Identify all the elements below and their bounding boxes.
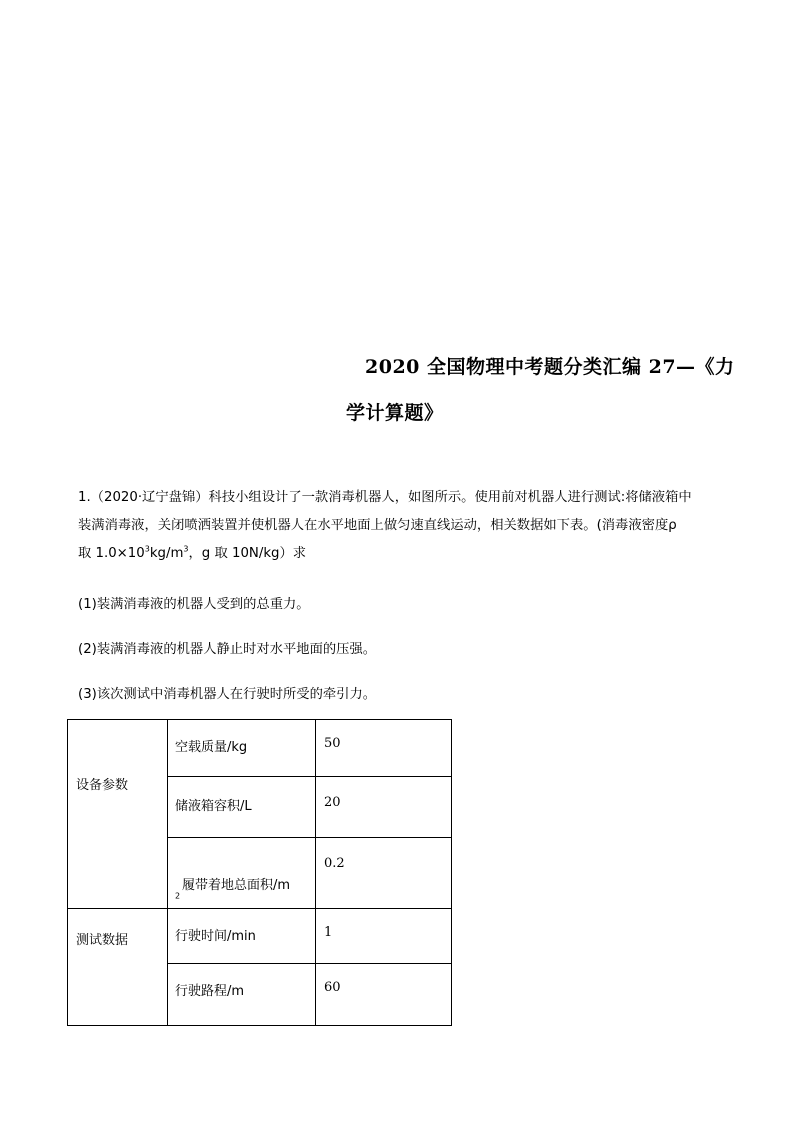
question-line-3-suffix: ，g 取 10N/kg）求	[188, 546, 307, 561]
param-name: 储液箱容积/L	[175, 799, 252, 814]
area-exponent: 2	[175, 891, 181, 901]
document-title-line-1: 2020 全国物理中考题分类汇编 27—《力	[365, 356, 735, 378]
table-row	[68, 720, 452, 777]
param-value: 50	[324, 736, 341, 751]
param-value-cell	[316, 777, 452, 838]
group-label-test: 测试数据	[76, 933, 129, 948]
question-line-3	[78, 540, 718, 568]
density-exponent: 3	[144, 544, 150, 554]
document-title-line-2: 学计算题》	[346, 402, 444, 424]
param-name: 空载质量/kg	[175, 740, 248, 755]
param-name-cell	[168, 909, 316, 964]
param-value-cell	[316, 964, 452, 1026]
sub-question-2: (2)装满消毒液的机器人静止时对水平地面的压强。	[78, 642, 377, 657]
group-cell-equipment	[68, 720, 168, 909]
question-text	[78, 484, 718, 568]
sub-question-3: (3)该次测试中消毒机器人在行驶时所受的牵引力。	[78, 687, 377, 702]
param-value: 1	[324, 925, 333, 940]
param-value-cell	[316, 720, 452, 777]
param-value: 0.2	[324, 856, 345, 871]
param-name-cell	[168, 777, 316, 838]
param-name	[168, 838, 315, 908]
question-line-3-prefix: 取 1.0×10	[78, 546, 145, 561]
group-cell-test	[68, 909, 168, 1026]
param-value: 60	[324, 980, 341, 995]
param-value-cell	[316, 838, 452, 909]
param-value-cell	[316, 909, 452, 964]
question-line-2: 装满消毒液，关闭喷洒装置并使机器人在水平地面上做匀速直线运动，相关数据如下表。(消毒液密度ρ	[78, 518, 677, 533]
data-table	[67, 719, 452, 1026]
param-name-cell	[168, 964, 316, 1026]
param-name: 行驶时间/min	[175, 929, 256, 944]
question-line-3-unit: kg/m	[149, 546, 184, 561]
param-name-text: 履带着地总面积/m	[182, 878, 291, 893]
sub-question-1: (1)装满消毒液的机器人受到的总重力。	[78, 597, 310, 612]
param-name: 行驶路程/m	[175, 984, 245, 999]
param-name-cell	[168, 720, 316, 777]
question-line-1: 1.（2020·辽宁盘锦）科技小组设计了一款消毒机器人，如图所示。使用前对机器人进行测试:将储液箱中	[78, 490, 692, 505]
group-label-equipment: 设备参数	[76, 778, 129, 793]
param-value: 20	[324, 795, 341, 810]
table-row	[68, 909, 452, 964]
param-name-cell	[168, 838, 316, 909]
unit-exponent: 3	[183, 544, 189, 554]
